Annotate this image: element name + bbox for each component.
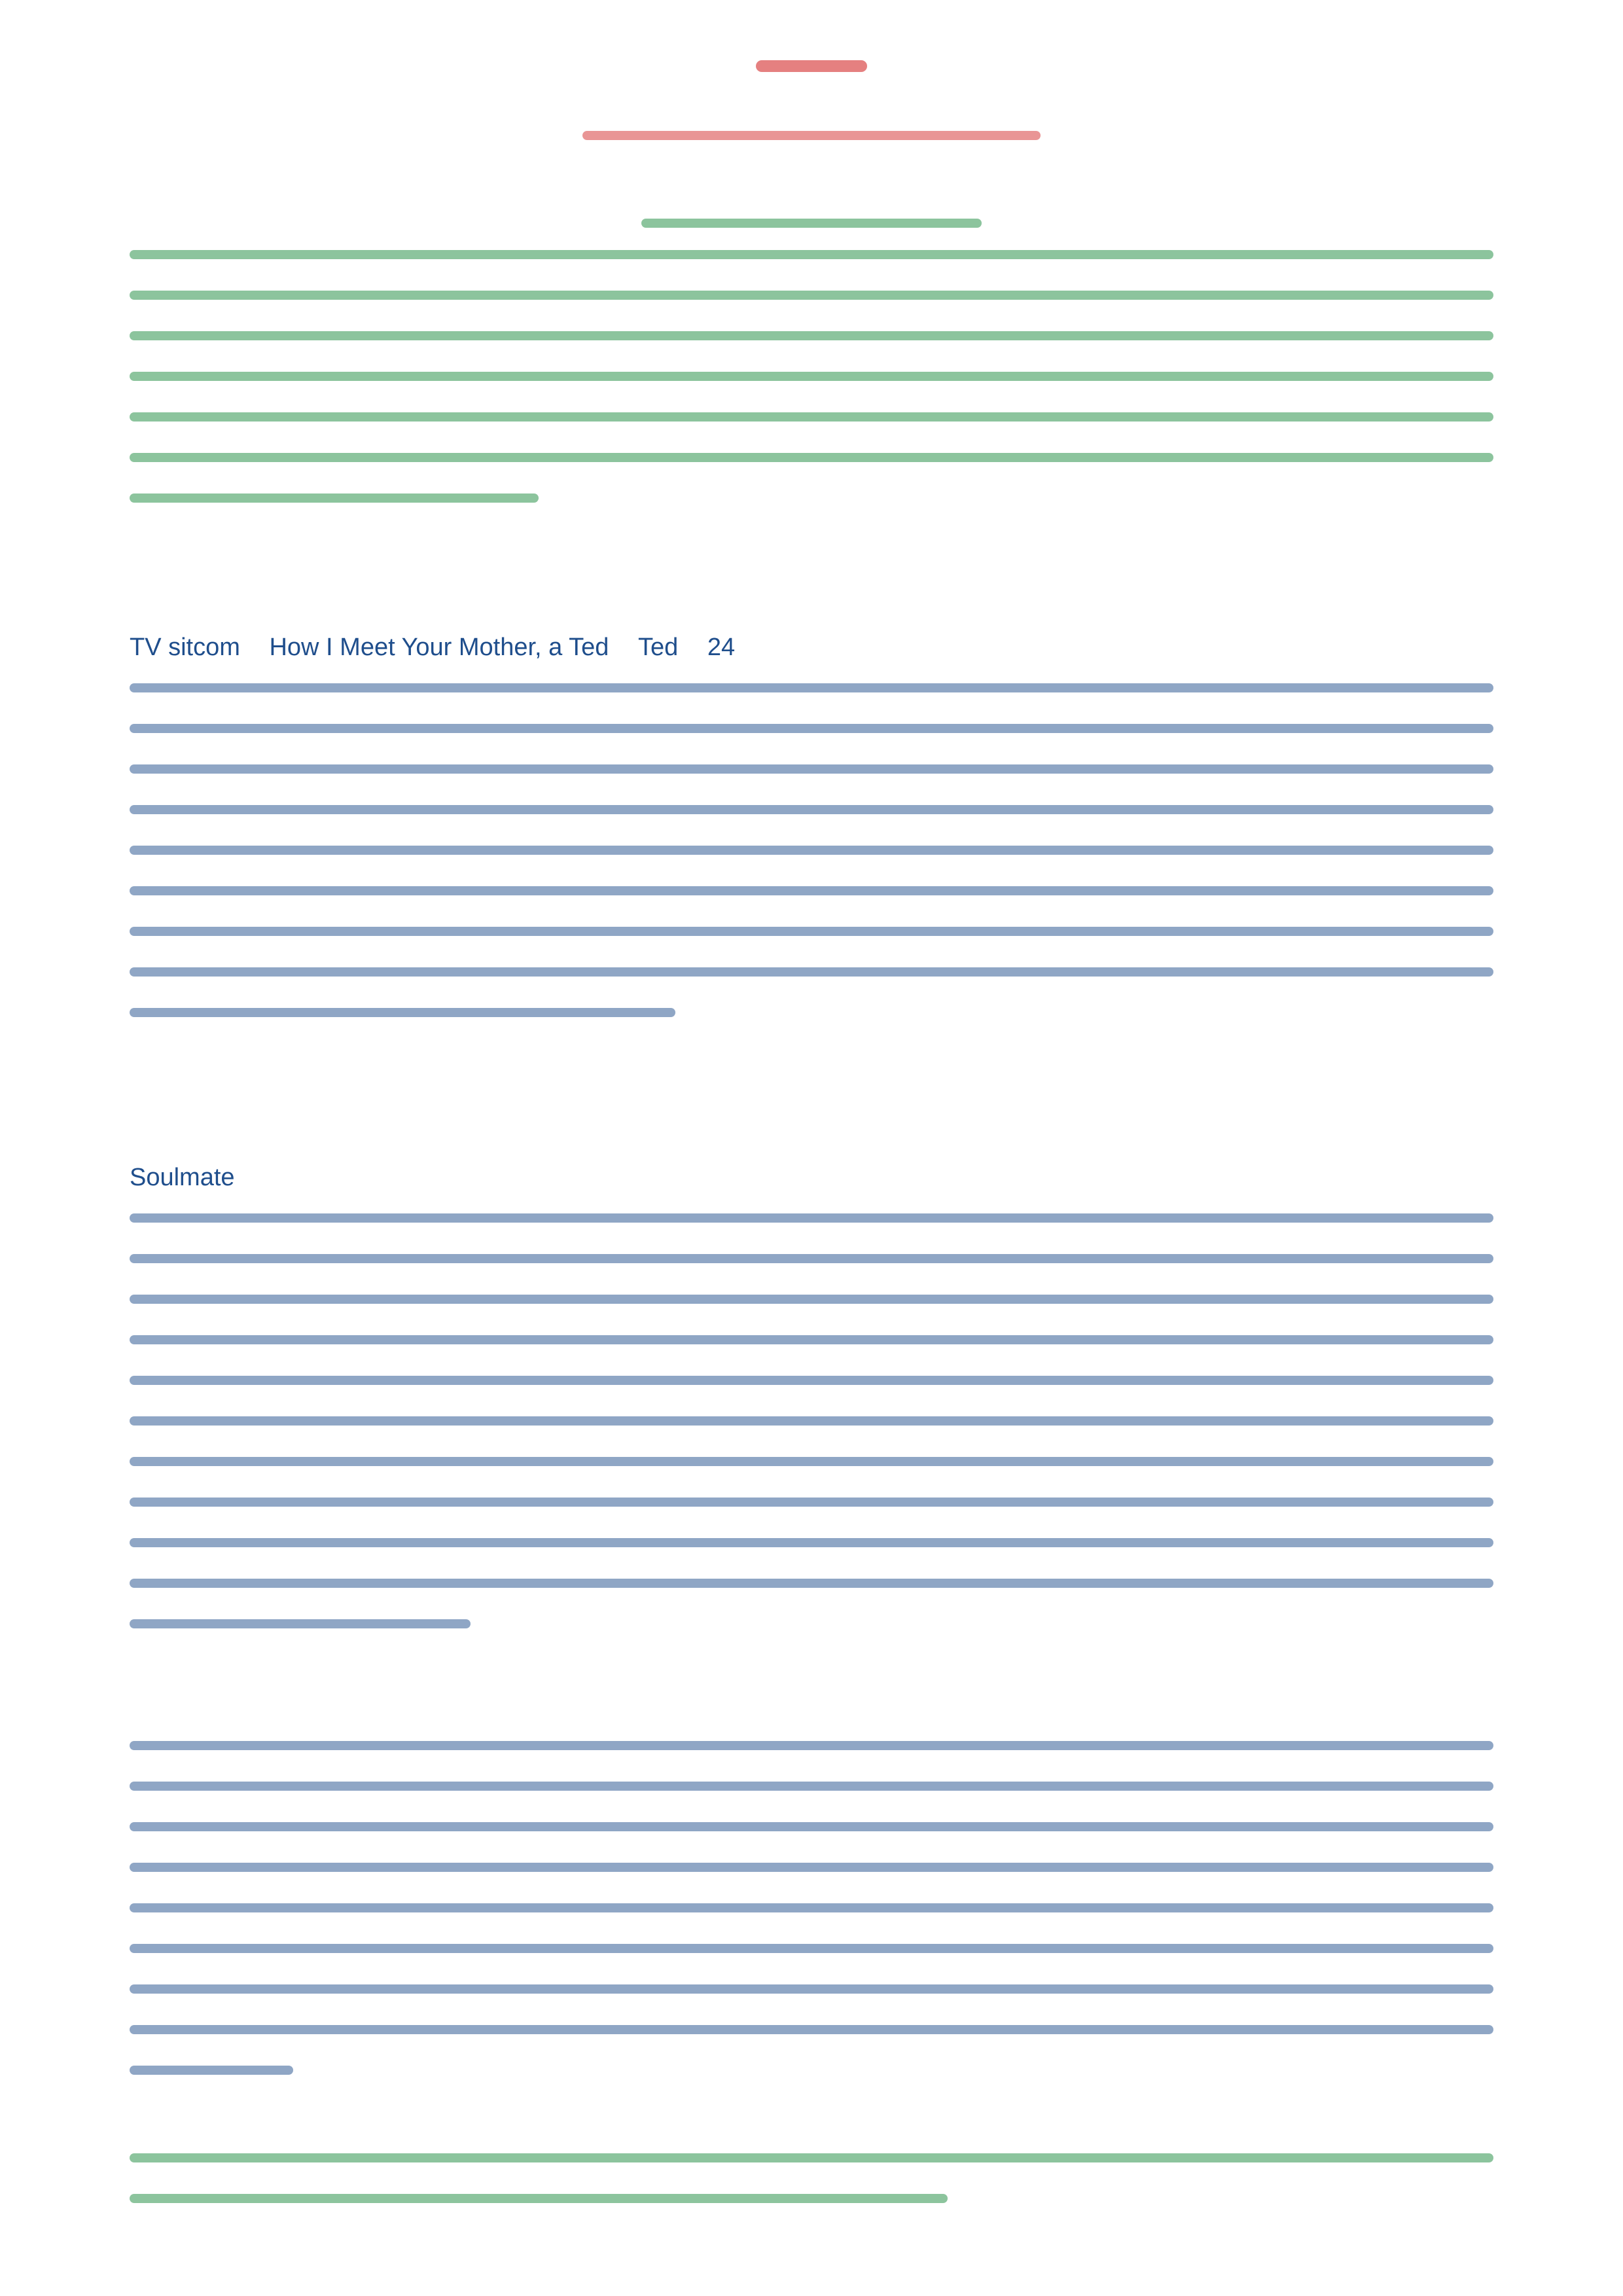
reading-reference xyxy=(130,204,1493,243)
reading-line xyxy=(130,250,1493,259)
paragraph-line xyxy=(130,2025,1493,2034)
paragraph-line xyxy=(130,1579,1493,1588)
paragraph-line xyxy=(130,1782,1493,1791)
paragraph-line xyxy=(130,683,1493,692)
verse-number: 24 xyxy=(707,634,736,661)
paragraph-line xyxy=(130,1335,1493,1344)
paragraph-line xyxy=(130,1619,471,1628)
paragraph-2-latin-fragments xyxy=(130,1157,1493,1198)
paragraph-line xyxy=(130,1863,1493,1872)
paragraph-line xyxy=(130,1376,1493,1385)
paragraph-line xyxy=(130,1903,1493,1912)
show-title: How I Meet Your Mother, a Ted xyxy=(269,634,609,661)
paragraph-line xyxy=(130,2066,293,2075)
paragraph-line xyxy=(130,1822,1493,1831)
prayer-line xyxy=(130,2153,1493,2162)
title-text-placeholder xyxy=(756,60,867,72)
reflection-paragraph-2 xyxy=(130,1157,1493,1694)
paragraph-line xyxy=(130,1254,1493,1263)
sitcom-term: TV sitcom xyxy=(130,634,240,661)
reading-line xyxy=(130,412,1493,422)
soulmate-term: Soulmate xyxy=(130,1164,235,1191)
reflection-paragraph-1 xyxy=(130,627,1493,1110)
paragraph-line xyxy=(130,805,1493,814)
reading-line xyxy=(130,453,1493,462)
document-title xyxy=(0,60,1623,72)
paragraph-line xyxy=(130,967,1493,977)
reflection-paragraph-3 xyxy=(130,1741,1493,2104)
paragraph-line xyxy=(130,1213,1493,1223)
paragraph-line xyxy=(130,1741,1493,1750)
date-text-placeholder xyxy=(582,131,1041,140)
character-name: Ted xyxy=(637,634,679,661)
paragraph-line xyxy=(130,1538,1493,1547)
reading-reference-placeholder xyxy=(641,219,982,228)
paragraph-line xyxy=(130,764,1493,774)
paragraph-line xyxy=(130,886,1493,895)
paragraph-line xyxy=(130,1984,1493,1994)
paragraph-line xyxy=(130,927,1493,936)
paragraph-line xyxy=(130,1416,1493,1426)
reading-line xyxy=(130,372,1493,381)
paragraph-1-latin-fragments xyxy=(130,627,1493,668)
paragraph-line xyxy=(130,1944,1493,1953)
paragraph-line xyxy=(130,846,1493,855)
closing-prayer xyxy=(130,2153,1493,2232)
reading-line xyxy=(130,493,539,503)
reading-line xyxy=(130,331,1493,340)
document-date-line xyxy=(0,115,1623,154)
paragraph-line xyxy=(130,1008,675,1017)
paragraph-line xyxy=(130,1295,1493,1304)
reading-line xyxy=(130,291,1493,300)
prayer-line xyxy=(130,2194,948,2203)
paragraph-line xyxy=(130,1498,1493,1507)
scripture-reading xyxy=(130,250,1493,581)
paragraph-line xyxy=(130,1457,1493,1466)
paragraph-line xyxy=(130,724,1493,733)
